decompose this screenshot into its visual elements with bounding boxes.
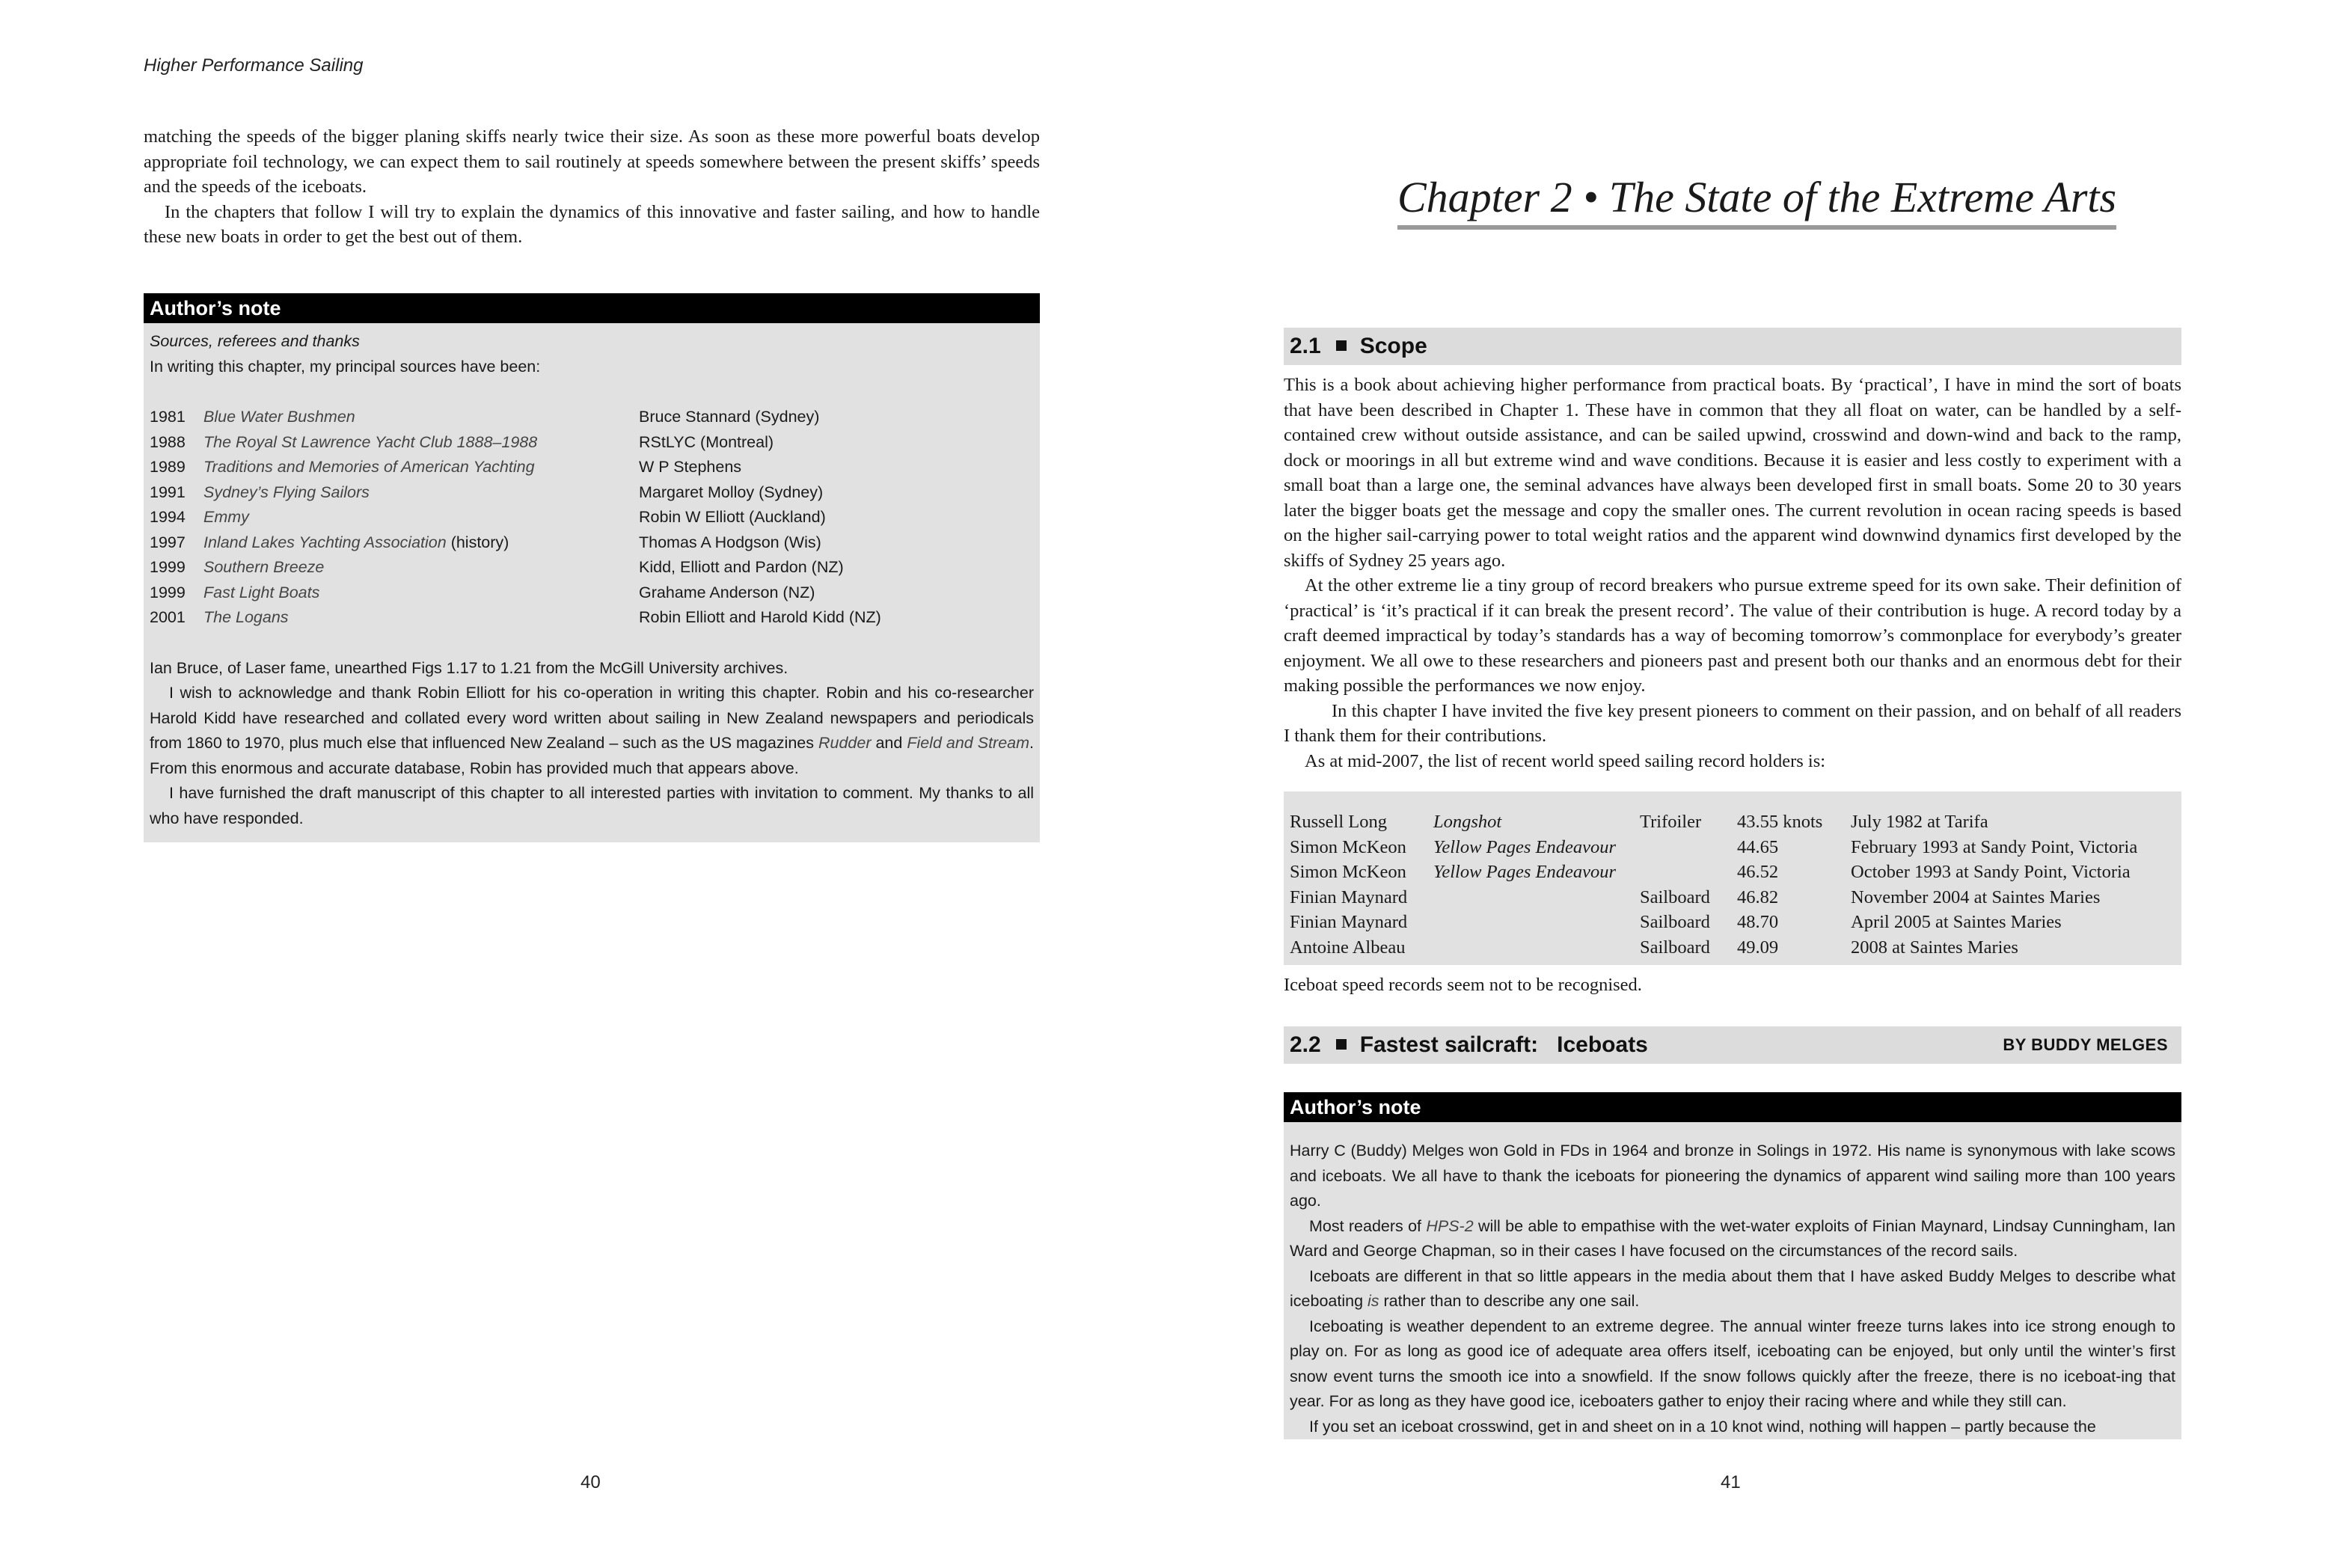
- record-holder: Simon McKeon: [1290, 862, 1406, 882]
- source-title: Fast Light Boats: [203, 583, 320, 601]
- record-speed: 48.70: [1737, 912, 1779, 932]
- record-holder: Simon McKeon: [1290, 836, 1406, 857]
- author-note-box: [144, 293, 1040, 842]
- author-note-heading: Author’s note: [1284, 1092, 2181, 1122]
- source-row: [150, 430, 1034, 456]
- section-title: Scope: [1359, 334, 1427, 358]
- sources-table: [150, 405, 1034, 631]
- source-title: Traditions and Memories of American Yachting: [203, 458, 535, 476]
- book-title: HPS-2: [1426, 1216, 1474, 1235]
- source-title: The Royal St Lawrence Yacht Club 1888–1988: [203, 432, 538, 451]
- source-title: Sydney’s Flying Sailors: [203, 483, 370, 501]
- record-speed: 46.82: [1737, 886, 1779, 907]
- text-run: Most readers of: [1309, 1216, 1427, 1235]
- source-row: [150, 455, 1034, 480]
- source-year: 2001: [150, 608, 186, 626]
- record-when: July 1982 at Tarifa: [1851, 812, 1988, 832]
- scope-text: [1284, 373, 2181, 774]
- author-note-body: [1284, 1122, 2181, 1450]
- source-year: 1991: [150, 483, 186, 501]
- source-author: Bruce Stannard (Sydney): [639, 408, 820, 426]
- record-holder: Finian Maynard: [1290, 912, 1408, 932]
- record-holder: Antoine Albeau: [1290, 937, 1406, 958]
- author-note-paragraph: [1290, 1214, 2175, 1264]
- source-author: Kidd, Elliott and Pardon (NZ): [639, 558, 844, 576]
- page-number: 40: [581, 1472, 601, 1492]
- page-number: 41: [1721, 1472, 1741, 1492]
- record-speed: 43.55 knots: [1737, 812, 1823, 832]
- source-author: RStLYC (Montreal): [639, 432, 774, 451]
- source-row: [150, 480, 1034, 506]
- record-boat: Longshot: [1433, 812, 1502, 832]
- record-when: April 2005 at Saintes Maries: [1851, 912, 2062, 932]
- text-run: rather than to describe any one sail.: [1379, 1292, 1640, 1310]
- record-row: [1290, 809, 2175, 835]
- section-title: Fastest sailcraft: Iceboats: [1359, 1032, 1648, 1057]
- author-note-paragraph: Harry C (Buddy) Melges won Gold in FDs in 1964 and bronze in Solings in 1972. His name is synonymous with lake scows and iceboats. We all have to thank the iceboats for pioneering the dynamics of apparent wind sailing more than 100 years ago.: [1290, 1142, 2175, 1210]
- record-row: [1290, 910, 2175, 935]
- text-run: and: [871, 734, 907, 752]
- source-title: The Logans: [203, 608, 289, 626]
- section-number: 2.2: [1290, 1032, 1321, 1057]
- scope-paragraph: At the other extreme lie a tiny group of record breakers who pursue extreme speed for its own sake. Their definition of ‘practical’ is ‘it’s practical if it can break the present record’. The value of their contribution is huge. A record today by a craft deemed impractical by today’s standards has a way of becoming tomorrow’s commonplace for everybody’s greater enjoyment. We all owe to these researchers and pioneers past and present both our thanks and an enormous debt for their making possible the performances we now enjoy.: [1284, 575, 2181, 696]
- record-speed: 49.09: [1737, 937, 1779, 958]
- intro-paragraph: matching the speeds of the bigger planing skiffs nearly twice their size. As soon as these more powerful boats develop appropriate foil technology, we can expect them to sail routinely at speeds somewhere between the present skiffs’ speeds and the speeds of the iceboats.: [144, 126, 1040, 197]
- record-holder: Russell Long: [1290, 812, 1387, 832]
- text-run: I wish to acknowledge and thank Robin Elliott for his co-operation in writing this chapter. Robin and his co-researcher Harold Kidd have researched and collated every word written about sailing in New Zealand newspapers and periodicals from 1860 to 1970, plus much else that influenced New Zealand – such as the US magazines: [150, 684, 1034, 752]
- record-row: [1290, 860, 2175, 885]
- record-type: Sailboard: [1640, 886, 1710, 907]
- square-bullet-icon: [1336, 1039, 1347, 1050]
- record-when: November 2004 at Saintes Maries: [1851, 886, 2101, 907]
- source-author: Grahame Anderson (NZ): [639, 583, 815, 601]
- record-row: [1290, 935, 2175, 961]
- source-title: Inland Lakes Yachting Association: [203, 533, 447, 551]
- record-boat: Yellow Pages Endeavour: [1433, 862, 1617, 882]
- record-holder: Finian Maynard: [1290, 886, 1408, 907]
- running-head: Higher Performance Sailing: [144, 55, 364, 76]
- author-note-lead: In writing this chapter, my principal sources have been:: [150, 357, 541, 376]
- record-boat: Yellow Pages Endeavour: [1433, 836, 1617, 857]
- magazine-title: Rudder: [818, 734, 872, 752]
- magazine-title: Field and Stream: [907, 734, 1030, 752]
- record-when: February 1993 at Sandy Point, Victoria: [1851, 836, 2138, 857]
- source-author: Margaret Molloy (Sydney): [639, 483, 824, 501]
- source-row: [150, 405, 1034, 430]
- author-note-paragraph: I have furnished the draft manuscript of this chapter to all interested parties with invitation to comment. My thanks to all who have responded.: [150, 784, 1034, 827]
- record-when: 2008 at Saintes Maries: [1851, 937, 2018, 958]
- source-row: [150, 555, 1034, 581]
- record-boat: [1433, 910, 1640, 935]
- record-type: Sailboard: [1640, 912, 1710, 932]
- iceboat-records-note: Iceboat speed records seem not to be recognised.: [1284, 975, 1642, 995]
- record-type: [1640, 860, 1737, 885]
- author-note-paragraph: [1290, 1264, 2175, 1314]
- source-year: 1999: [150, 558, 186, 576]
- record-boat: [1433, 935, 1640, 961]
- source-title: Emmy: [203, 508, 249, 526]
- section-heading-iceboats: [1284, 1026, 2181, 1064]
- source-author: Thomas A Hodgson (Wis): [639, 533, 821, 551]
- record-type: Sailboard: [1640, 937, 1710, 958]
- intro-paragraph: In the chapters that follow I will try to explain the dynamics of this innovative and faster sailing, and how to handle these new boats in order to get the best out of them.: [144, 201, 1040, 247]
- source-row: [150, 530, 1034, 556]
- scope-paragraph: As at mid-2007, the list of recent world speed sailing record holders is:: [1305, 750, 1826, 771]
- text-run: will be able to empathise with the wet-water exploits of Finian Maynard, Lindsay Cunningham, Ian Ward and George Chapman, so in their cases I have focused on the circumstances of the record sails.: [1290, 1216, 2175, 1260]
- section-heading-scope: [1284, 328, 2181, 365]
- record-type: Trifoiler: [1640, 812, 1702, 832]
- source-year: 1988: [150, 432, 186, 451]
- record-speed: 46.52: [1737, 862, 1779, 882]
- record-when: October 1993 at Sandy Point, Victoria: [1851, 862, 2131, 882]
- scope-paragraph: This is a book about achieving higher performance from practical boats. By ‘practical’, I have in mind the sort of boats that have been described in Chapter 1. These have in common that they all float on water, can be handled by a self-contained crew without outside assistance, and can be sailed upwind, crosswind and down-wind and back to the ramp, dock or moorings in all but extreme wind and wave conditions. Because it is easier and less costly to experiment with a small boat than a large one, the seminal advances have always been developed first in small boats. Some 20 to 30 years later the bigger boats get the message and copy the smaller ones. The current revolution in ocean racing speeds is based on the higher sail-carrying power to total weight ratios and the apparent wind downwind dynamics first developed by the skiffs of Sydney 25 years ago.: [1284, 375, 2181, 571]
- source-author: W P Stephens: [639, 458, 742, 476]
- record-speed: 44.65: [1737, 836, 1779, 857]
- source-row: [150, 605, 1034, 631]
- source-year: 1981: [150, 408, 186, 426]
- chapter-title: Chapter 2 • The State of the Extreme Arts: [1397, 172, 2116, 230]
- source-author: Robin Elliott and Harold Kidd (NZ): [639, 608, 881, 626]
- text-run: . From this enormous and accurate database, Robin has provided much that appears above.: [150, 734, 1035, 777]
- emphasis: is: [1368, 1292, 1379, 1310]
- source-title: Blue Water Bushmen: [203, 408, 355, 426]
- author-note-heading: Author’s note: [144, 293, 1040, 323]
- source-year: 1994: [150, 508, 186, 526]
- source-title-extra: (history): [446, 533, 509, 551]
- right-page: [1173, 0, 2346, 1568]
- author-note-box: [1284, 1092, 2181, 1439]
- source-row: [150, 505, 1034, 530]
- author-note-paragraph: Ian Bruce, of Laser fame, unearthed Figs 1.17 to 1.21 from the McGill University archives.: [150, 658, 788, 677]
- source-year: 1997: [150, 533, 186, 551]
- source-year: 1999: [150, 583, 186, 601]
- author-note-paragraph: If you set an iceboat crosswind, get in and sheet on in a 10 knot wind, nothing will happen – partly because the: [1309, 1417, 2096, 1436]
- speed-records-table: [1284, 791, 2181, 965]
- record-type: [1640, 835, 1737, 860]
- source-year: 1989: [150, 458, 186, 476]
- author-note-subheading: Sources, referees and thanks: [150, 332, 360, 350]
- scope-paragraph: In this chapter I have invited the five key present pioneers to comment on their passion, and on behalf of all readers I thank them for their contributions.: [1284, 700, 2181, 746]
- square-bullet-icon: [1336, 340, 1347, 351]
- source-row: [150, 581, 1034, 606]
- record-row: [1290, 835, 2175, 860]
- source-title: Southern Breeze: [203, 558, 325, 576]
- text-run: Iceboats are different in that so little appears in the media about them that I have asked Buddy Melges to describe what iceboating: [1290, 1267, 2175, 1310]
- author-note-paragraph: [150, 681, 1034, 781]
- author-note-body: [144, 323, 1040, 842]
- section-byline: BY BUDDY MELGES: [2003, 1035, 2168, 1054]
- record-boat: [1433, 885, 1640, 910]
- intro-text: [144, 124, 1040, 250]
- section-number: 2.1: [1290, 334, 1321, 358]
- source-author: Robin W Elliott (Auckland): [639, 508, 826, 526]
- author-note-paragraph: Iceboating is weather dependent to an extreme degree. The annual winter freeze turns lakes into ice strong enough to play on. For as long as good ice of adequate area offers itself, iceboating can be enjoyed, but only until the winter’s first snow event turns the smooth ice into a snowfield. If the snow follows quickly after the freeze, there is no iceboat-ing that year. For as long as they have good ice, iceboaters gather to enjoy their racing where and while they still can.: [1290, 1317, 2175, 1410]
- record-row: [1290, 885, 2175, 910]
